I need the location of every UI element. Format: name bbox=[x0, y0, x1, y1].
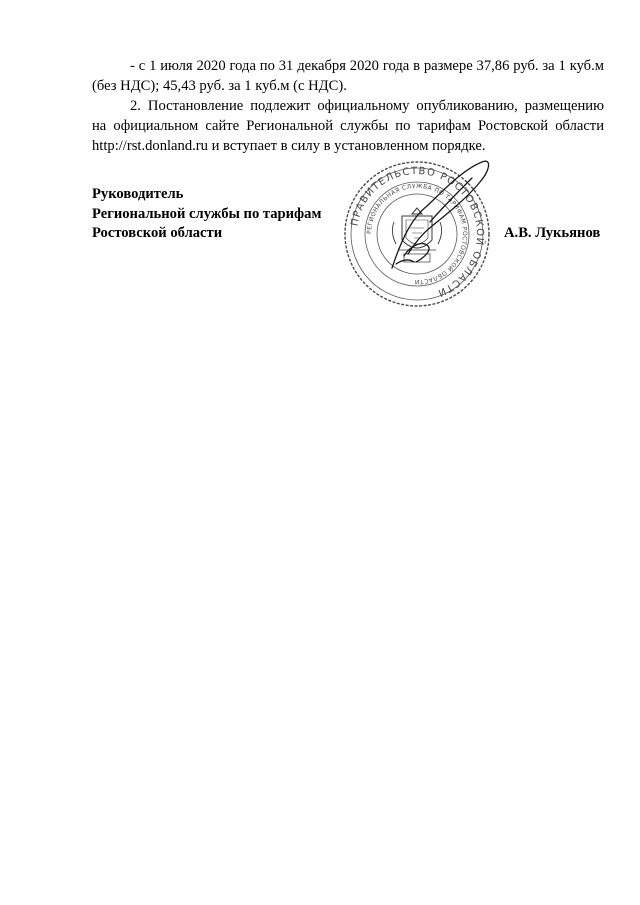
seal-outer-text: ПРАВИТЕЛЬСТВО РОСТОВСКОЙ ОБЛАСТИ bbox=[349, 165, 486, 299]
signer-position-line: Руководитель bbox=[92, 186, 184, 202]
seal-inner-text: РЕГИОНАЛЬНАЯ СЛУЖБА ПО ТАРИФАМ РОСТОВСКОЙ ОБЛАСТИ bbox=[365, 182, 469, 286]
publication-paragraph: 2. Постановление подлежит официальному опубликованию, размещению на официальном сайте Региональной службы по тарифам Ростовской области http://rst.donland.ru и вступает в силу в установленном порядке. bbox=[92, 98, 604, 154]
signer-name: А.В. Лукьянов bbox=[504, 225, 601, 241]
document-body bbox=[92, 56, 604, 156]
official-seal-stamp bbox=[332, 158, 502, 310]
signer-position-line: Ростовской области bbox=[92, 225, 223, 241]
signer-position-line: Региональной службы по тарифам bbox=[92, 205, 322, 222]
tariff-paragraph: - с 1 июля 2020 года по 31 декабря 2020 года в размере 37,86 руб. за 1 куб.м (без НДС); 45,43 руб. за 1 куб.м (с НДС). bbox=[92, 58, 604, 94]
signer-position bbox=[92, 185, 321, 244]
